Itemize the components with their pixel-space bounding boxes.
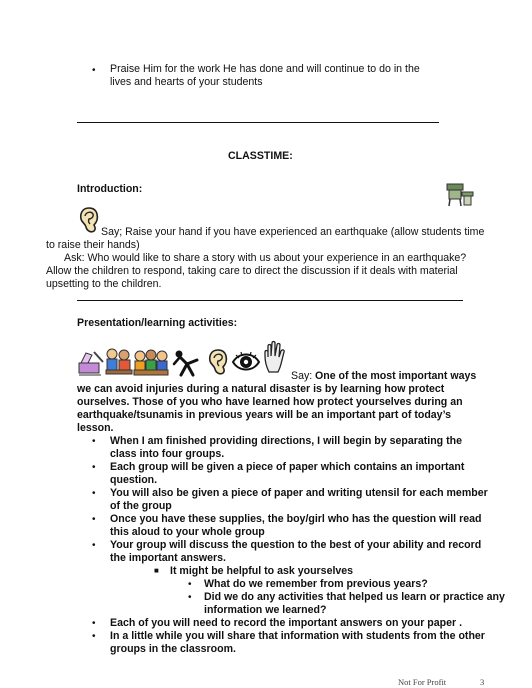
bullet-marker: • (92, 462, 96, 473)
sub-sub-bullet-1: What do we remember from previous years? (204, 578, 428, 590)
page-number: 3 (480, 677, 485, 687)
ear-icon (78, 206, 100, 234)
bullet-7-line-2: groups in the classroom. (110, 643, 236, 655)
footer-text: Not For Profit (398, 677, 447, 687)
desk-icon (445, 180, 475, 208)
bullet-marker: • (92, 65, 96, 76)
square-bullet-marker: ■ (154, 566, 159, 575)
presentation-say-line-2: we can avoid injuries during a natural disaster is by learning how protect (77, 383, 445, 395)
intro-ask-line-3: upsetting to the children. (46, 278, 162, 290)
presentation-say-line-5: lesson. (77, 422, 114, 434)
students-icon (104, 346, 134, 378)
presentation-say-line-4: earthquake/tsunamis in previous years will be an important part of today’s (77, 409, 452, 421)
bullet-1-line-1: When I am finished providing directions, I will begin by separating the (110, 435, 462, 447)
sub-sub-bullet-2-line-2: information we learned? (204, 604, 327, 616)
bullet-marker: • (92, 540, 96, 551)
writing-icon (76, 348, 106, 378)
hand-icon (262, 340, 288, 374)
presentation-heading: Presentation/learning activities: (77, 317, 238, 329)
bullet-marker: • (92, 618, 96, 629)
bullet-2-line-1: Each group will be given a piece of paper which contains an important (110, 461, 465, 473)
intro-say-line-1: Say; Raise your hand if you have experienced an earthquake (allow students time (101, 226, 485, 238)
intro-ask-line-2: Allow the children to respond, taking care to direct the discussion if it deals with material (46, 265, 458, 277)
introduction-heading: Introduction: (77, 183, 143, 195)
bullet-marker: • (92, 488, 96, 499)
bullet-5-line-1: Your group will discuss the question to the best of your ability and record (110, 539, 482, 551)
presentation-say-line-3: ourselves. Those of you who have learned how protect yourselves during an (77, 396, 463, 408)
top-bullet-line-1: Praise Him for the work He has done and will continue to do in the (110, 63, 420, 75)
bullet-5-line-2: the important answers. (110, 552, 226, 564)
intro-ask-line-1: Ask: Who would like to share a story with us about your experience in an earthquake? (64, 252, 467, 264)
bullet-marker: • (188, 579, 192, 590)
sub-bullet: It might be helpful to ask yourselves (170, 565, 354, 577)
intro-say-line-2: to raise their hands) (46, 239, 140, 251)
presentation-say-line-1: One of the most important ways (315, 370, 477, 382)
eye-icon (231, 350, 261, 374)
ear-icon (207, 346, 229, 378)
bullet-3-line-2: of the group (110, 500, 172, 512)
bullet-marker: • (92, 631, 96, 642)
bullet-7-line-1: In a little while you will share that information with students from the other (110, 630, 485, 642)
bullet-6: Each of you will need to record the important answers on your paper . (110, 617, 463, 629)
bullet-3-line-1: You will also be given a piece of paper and writing utensil for each member (110, 487, 488, 499)
stretching-person-icon (171, 348, 203, 378)
bullet-4-line-1: Once you have these supplies, the boy/girl who has the question will read (110, 513, 482, 525)
bullet-marker: • (92, 514, 96, 525)
classtime-heading: CLASSTIME: (228, 150, 293, 162)
divider (77, 300, 463, 301)
bullet-marker: • (92, 436, 96, 447)
presentation-say-label: Say: (291, 370, 313, 382)
bullet-4-line-2: this aloud to your whole group (110, 526, 265, 538)
bullet-2-line-2: question. (110, 474, 158, 486)
divider (77, 122, 439, 123)
students-icon (133, 348, 169, 378)
bullet-marker: • (188, 592, 192, 603)
sub-sub-bullet-2-line-1: Did we do any activities that helped us learn or practice any (204, 591, 505, 603)
bullet-1-line-2: class into four groups. (110, 448, 225, 460)
top-bullet-line-2: lives and hearts of your students (110, 76, 263, 88)
